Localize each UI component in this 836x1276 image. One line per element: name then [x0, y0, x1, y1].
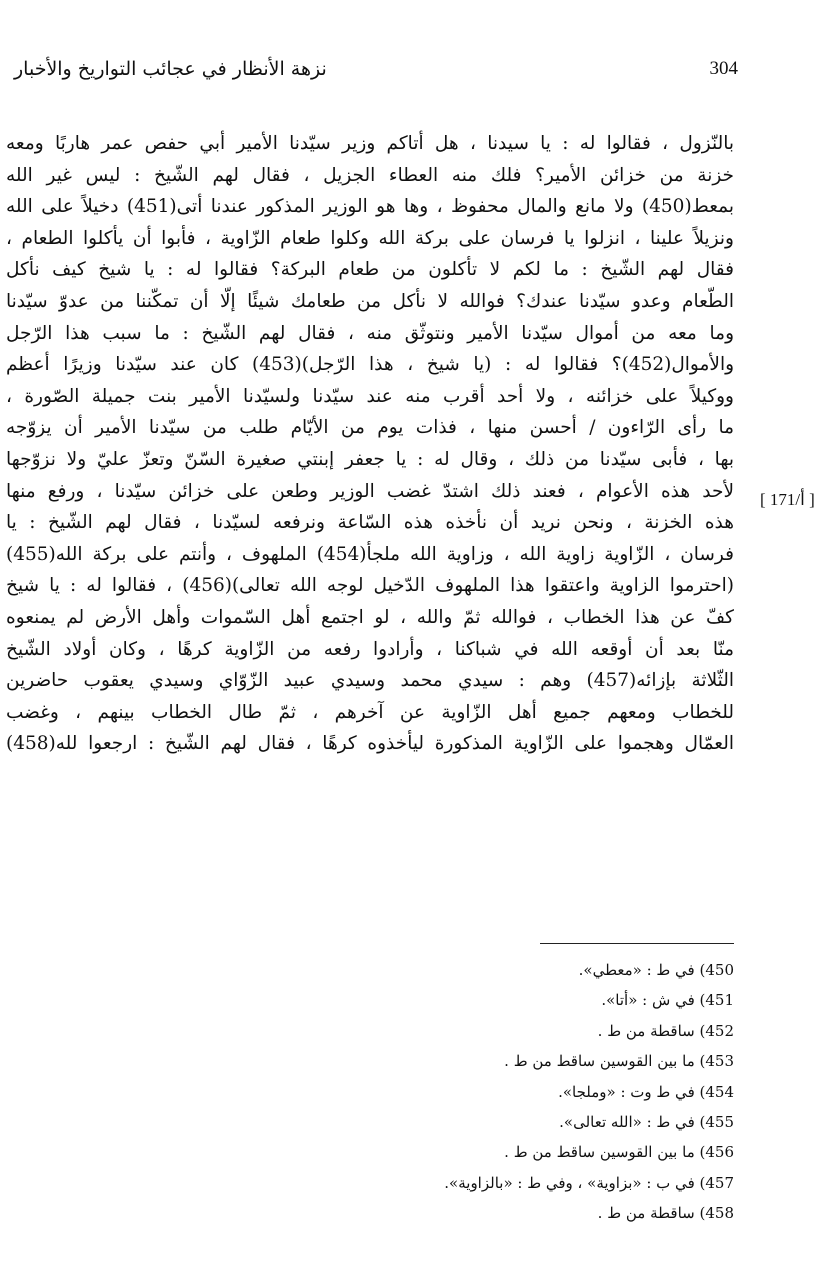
text-line: ما رأى الرّاءون / أحسن منها ، فذات يوم من الأيّام طلب من سيّدنا الأمير أن يزوّجه	[6, 417, 734, 439]
text-line: بالنّزول ، فقالوا له : يا سيدنا ، هل أتاكم وزير سيّدنا الأمير أبي حفص عمر هاربًا ومعه	[6, 133, 734, 154]
footnote: 452) ساقطة من ط .	[597, 1021, 734, 1040]
footnote: 454) في ط وت : «وملجا».	[558, 1082, 734, 1101]
footnote: 455) في ط : «الله تعالى».	[559, 1112, 734, 1131]
text-line: وما معه من أموال سيّدنا الأمير ونتوثّق منه ، فقال لهم الشّيخ : ما سبب هذا الرّجل	[6, 322, 734, 344]
text-line: الثّلاثة بإزائه(457) وهم : سيدي محمد وسيدي عبيد الزّوّاي وسيدي يعقوب حاضرين	[6, 670, 734, 692]
text-line: فقال لهم الشّيخ : ما لكم لا تأكلون من طعام البركة؟ فقالوا له : يا شيخ كيف نأكل	[6, 259, 734, 281]
footnote: 456) ما بين القوسين ساقط من ط .	[504, 1143, 734, 1162]
text-line: للخطاب ومعهم جميع أهل الزّاوية عن آخرهم ، ثمّ طال الخطاب بينهم ، وغضب	[6, 701, 734, 723]
text-line: هذه الخزنة ، ونحن نريد أن نأخذه هذه السّاعة ونرفعه لسيّدنا ، فقال لهم الشّيخ : يا	[6, 512, 734, 534]
footnote-divider	[540, 943, 734, 944]
footnote: 451) في ش : «أتا».	[601, 991, 734, 1010]
text-line: العمّال وهجموا على الزّاوية المذكورة ليأخذوه كرهًا ، فقال لهم الشّيخ : ارجعوا لله(458)	[6, 733, 734, 755]
text-line: بها ، فأبى سيّدنا من ذلك ، وقال له : يا جعفر إبنتي صغيرة السّنّ وتعزّ عليّ ولا نزوّجها	[6, 448, 734, 470]
footnotes	[100, 955, 734, 1229]
footnote: 453) ما بين القوسين ساقط من ط .	[504, 1052, 734, 1071]
text-line: والأموال(452)؟ فقالوا له : (يا شيخ ، هذا الرّجل)(453) كان عند سيّدنا وزيرًا أعظم	[6, 354, 735, 376]
footnote: 457) في ب : «بزاوية» ، وفي ط : «بالزاوية».	[444, 1173, 734, 1192]
text-line: منّا بعد أن أوقعه الله في شباكنا ، وأرادوا رفعه من الزّاوية كرهًا ، وكان أولاد الشّيخ	[6, 638, 734, 660]
text-line: الطّعام وعدو سيّدنا عندك؟ فوالله لا نأكل من طعامك شيئًا إلّا أن تمكّننا من عدوّ سيّدنا	[6, 290, 734, 312]
text-line: فرسان ، الزّاوية زاوية الله ، وزاوية الله ملجأ(454) الملهوف ، وأنتم على بركة الله(455)	[6, 543, 734, 565]
folio-margin-note: [ 171/أ ]	[760, 490, 815, 509]
footnote: 458) ساقطة من ط .	[597, 1204, 734, 1223]
text-line: (احترموا الزاوية واعتقوا هذا الملهوف الدّخيل لوجه الله تعالى)(456) ، فقالوا له : يا شيخ	[6, 575, 734, 597]
footnote: 450) في ط : «معطي».	[578, 961, 734, 979]
running-title: نزهة الأنظار في عجائب التواريخ والأخبار	[14, 58, 327, 80]
main-text	[6, 128, 734, 760]
page-number: 304	[709, 58, 738, 79]
page-header	[14, 58, 738, 92]
text-line: خزنة من خزائن الأمير؟ فلك منه العطاء الجزيل ، فقال لهم الشّيخ : ليس غير الله	[6, 164, 734, 186]
text-line: ووكيلاً على خزائنه ، ولا أحد أقرب منه عند سيّدنا ولسيّدنا الأمير بنت جميلة الصّورة ،	[6, 385, 734, 407]
text-line: بمعط(450) ولا مانع والمال محفوظ ، وها هو الوزير المذكور عندنا أتى(451) دخيلاً على الله	[6, 196, 734, 218]
text-line: كفّ عن هذا الخطاب ، فوالله ثمّ والله ، لو اجتمع أهل السّموات وأهل الأرض لم يمنعوه	[6, 606, 734, 628]
text-line: لأحد هذه الأعوام ، فعند ذلك اشتدّ غضب الوزير وطعن على خزائن سيّدنا ، ورفع منها	[6, 480, 734, 502]
text-line: ونزيلاً علينا ، انزلوا يا فرسان على بركة الله وكلوا طعام الزّاوية ، فأبوا أن يأكلوا الطعام ،	[6, 227, 734, 249]
